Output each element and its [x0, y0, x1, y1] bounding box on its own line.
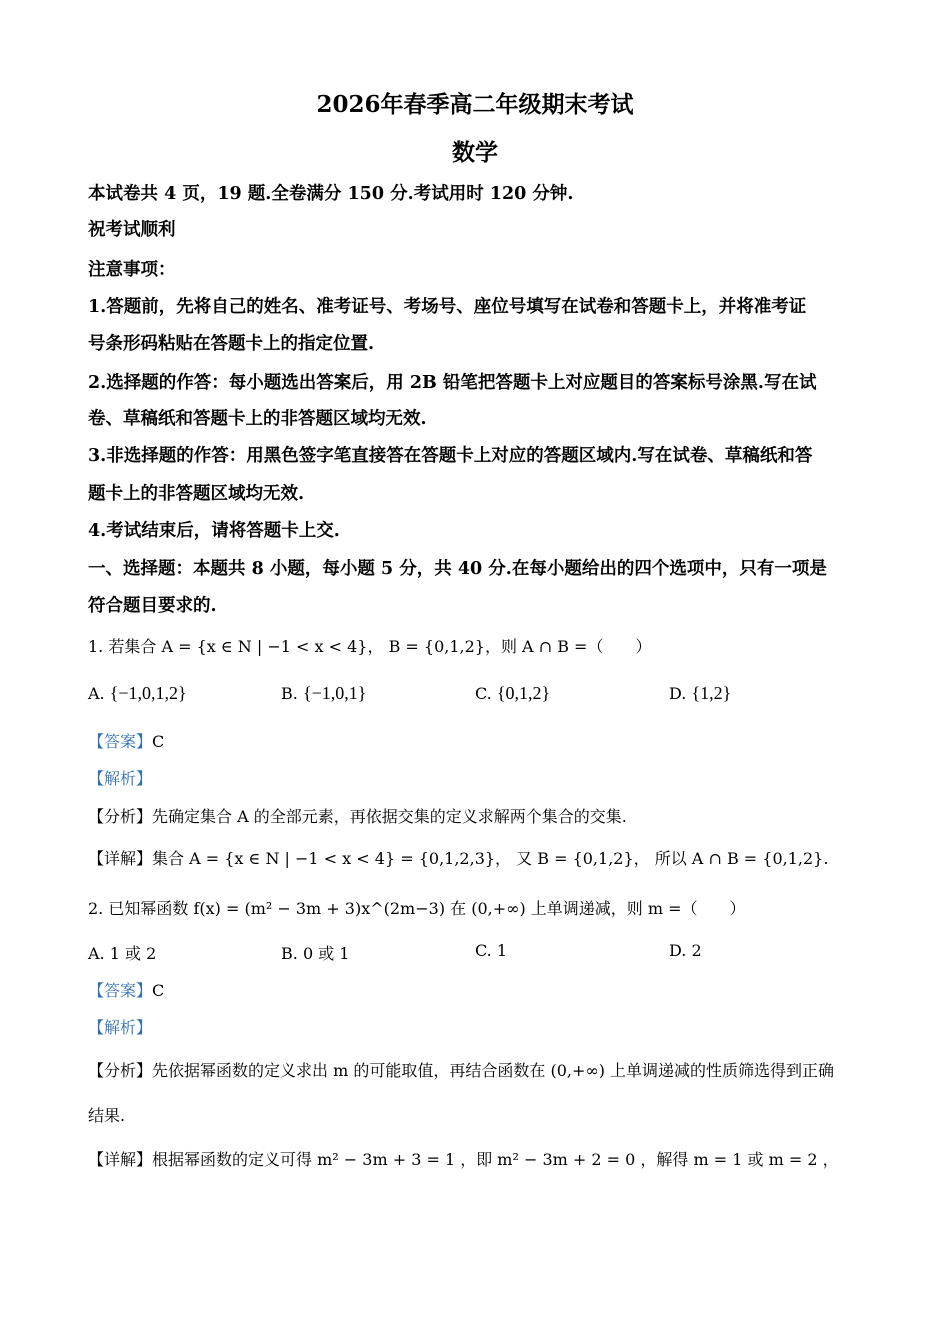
option-label: A.: [88, 684, 105, 703]
q1-analysis-tag: 【解析】: [88, 769, 153, 788]
notice-4-line-1: 4.考试结束后，请将答题卡上交.: [88, 521, 340, 541]
q1-option-d: [669, 683, 731, 704]
xiangjie-text: 根据幂函数的定义可得 m² − 3m + 3 = 1 ，即 m² − 3m + 2 = 0 ，解得 m = 1 或 m = 2 ，: [152, 1150, 839, 1169]
wish-text: 祝考试顺利: [88, 220, 176, 240]
option-label: B.: [281, 684, 298, 703]
q2-option-b: [281, 941, 349, 964]
answer-tag: 【答案】: [88, 981, 153, 1000]
q1-option-c: [475, 683, 550, 704]
exam-title: 2026年春季高二年级期末考试: [316, 91, 634, 118]
q2-option-a: [88, 941, 156, 964]
q1-option-b: [281, 683, 366, 704]
notice-heading: 注意事项：: [88, 260, 176, 280]
exam-info: 本试卷共 4 页，19 题.全卷满分 150 分.考试用时 120 分钟.: [88, 184, 574, 204]
section-1-line-1: 一、选择题：本题共 8 小题，每小题 5 分，共 40 分.在每小题给出的四个选项中，只有一项是: [88, 559, 827, 579]
option-label: C.: [475, 684, 492, 703]
answer-tag: 【答案】: [88, 732, 153, 751]
answer-value: C: [152, 732, 165, 751]
fenxi-text: 先确定集合 A 的全部元素，再依据交集的定义求解两个集合的交集.: [152, 807, 627, 826]
q1-fenxi: [88, 804, 866, 827]
option-value: {−1,0,1}: [302, 683, 367, 703]
q1-xiangjie: [88, 846, 866, 869]
notice-3-line-1: 3.非选择题的作答：用黑色签字笔直接答在答题卡上对应的答题区域内.写在试卷、草稿纸和答: [88, 446, 813, 466]
option-label: D.: [669, 941, 687, 960]
question-1-stem: 1. 若集合 A = {x ∈ N | −1 < x < 4}， B = {0,1,2}，则 A ∩ B =（ ）: [88, 637, 652, 656]
notice-3-line-2: 题卡上的非答题区域均无效.: [88, 484, 305, 504]
subject-title: 数学: [452, 139, 498, 166]
option-value: {0,1,2}: [496, 683, 551, 703]
q2-fenxi-line-2: 结果.: [88, 1106, 126, 1125]
q1-option-a: [88, 683, 187, 704]
option-value: 2: [691, 941, 702, 960]
answer-value: C: [152, 981, 165, 1000]
q2-option-d: [669, 941, 702, 960]
xiangjie-tag: 【详解】: [88, 849, 153, 868]
option-label: D.: [669, 684, 687, 703]
fenxi-tag: 【分析】: [88, 807, 153, 826]
fenxi-text: 先依据幂函数的定义求出 m 的可能取值，再结合函数在 (0,+∞) 上单调递减的性质筛选得到正确: [152, 1061, 835, 1080]
q2-xiangjie: [88, 1147, 866, 1170]
fenxi-tag: 【分析】: [88, 1061, 153, 1080]
q2-option-c: [475, 941, 507, 960]
notice-2-line-2: 卷、草稿纸和答题卡上的非答题区域均无效.: [88, 409, 427, 429]
option-value: {−1,0,1,2}: [109, 683, 187, 703]
q1-answer: [88, 729, 866, 752]
q2-analysis-tag: 【解析】: [88, 1018, 153, 1037]
option-value: 1 或 2: [109, 944, 157, 963]
option-label: B.: [281, 944, 298, 963]
option-value: {1,2}: [691, 683, 732, 703]
option-label: C.: [475, 941, 492, 960]
notice-2-line-1: 2.选择题的作答：每小题选出答案后，用 2B 铅笔把答题卡上对应题目的答案标号涂黑.写在试: [88, 373, 817, 393]
section-1-line-2: 符合题目要求的.: [88, 596, 217, 616]
question-2-stem: 2. 已知幂函数 f(x) = (m² − 3m + 3)x^(2m−3) 在 (0,+∞) 上单调递减，则 m =（ ）: [88, 899, 746, 918]
xiangjie-tag: 【详解】: [88, 1150, 153, 1169]
notice-1-line-1: 1.答题前，先将自己的姓名、准考证号、考场号、座位号填写在试卷和答题卡上，并将准考证: [88, 297, 807, 317]
option-value: 1: [496, 941, 508, 960]
option-label: A.: [88, 944, 105, 963]
notice-1-line-2: 号条形码粘贴在答题卡上的指定位置.: [88, 334, 375, 354]
option-value: 0 或 1: [302, 944, 350, 963]
q2-fenxi-line-1: [88, 1058, 866, 1081]
xiangjie-text: 集合 A = {x ∈ N | −1 < x < 4} = {0,1,2,3}， 又 B = {0,1,2}， 所以 A ∩ B = {0,1,2}.: [152, 849, 829, 868]
q2-answer: [88, 978, 866, 1001]
